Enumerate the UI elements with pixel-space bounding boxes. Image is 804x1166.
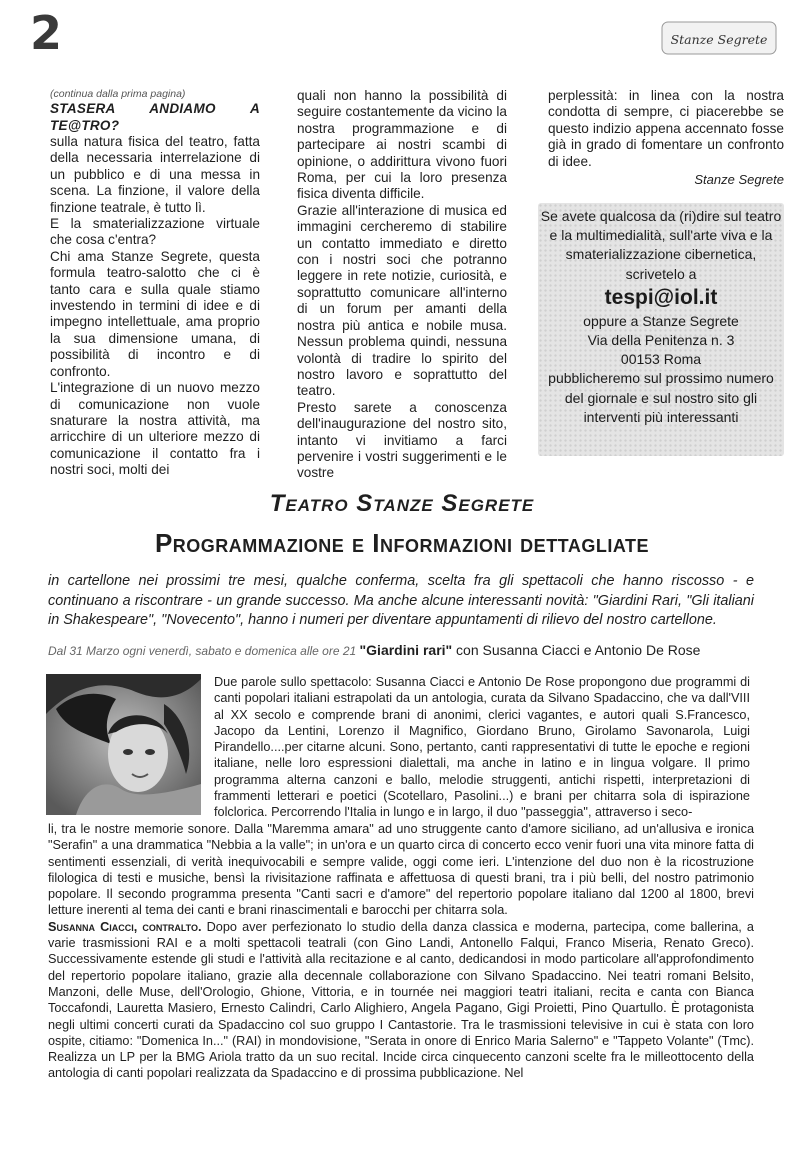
contact-alt: oppure a Stanze Segrete bbox=[583, 312, 739, 329]
column-3 bbox=[548, 88, 784, 188]
column-2 bbox=[297, 88, 507, 482]
page-number: 2 bbox=[30, 6, 62, 60]
contact-email-link[interactable]: tespi@iol.it bbox=[604, 285, 718, 309]
paragraph: perplessità: in linea con la nostra condotta di sempre, ci piacerebbe se questo indizio appena accennato fosse già in grado di fomentare un confronto di idee. bbox=[548, 88, 784, 169]
contact-city: 00153 Roma bbox=[620, 351, 702, 368]
body-lead: Due parole sullo spettacolo: bbox=[214, 675, 376, 689]
bio-name: Susanna Ciacci, contralto. bbox=[48, 919, 202, 934]
contact-street: Via della Penitenza n. 3 bbox=[587, 332, 735, 349]
logo-text: Stanze Segrete bbox=[670, 32, 768, 47]
paragraph: Grazie all'interazione di musica ed immagini cercheremo di stabilire un contatto immediato e diretto con i nostri soci che potranno leggere in rete notizie, curiosità, e soprattutto comunicare all'interno di un forum per amanti della nostra più antica e nobile musa. Nessun problema quindi, nessuna volontà di tradire lo spirito del nostro lavoro e soprattutto del teatro. bbox=[297, 202, 507, 399]
paragraph: Chi ama Stanze Segrete, questa formula teatro-salotto che ci è tanto cara e sulla quale stiamo investendo in termini di idee e di impegno intellettuale, ama proprio la sua dimensione umana, di possibilità di incontro e di confronto. bbox=[50, 248, 260, 379]
contact-intro: Se avete qualcosa da (ri)dire sul teatro e la multimedialità, sull'arte viva e la smaterializzazione cibernetica, scrivetelo a bbox=[540, 208, 782, 282]
body-text: Susanna Ciacci e Antonio De Rose propongono due programmi di canti popolari italiani estrapolati da un antologia, curata da Silvano Spadaccino, che va dall'VIII al XX secolo e comprende brani di anonimi, clerici vagantes, e autori quali S.Francesco, Jacopo da Lentini, Lorenzo il Magnifico, Giordano Bruno, Girolamo Savonarola, Luigi Pirandello....per citarne alcuni. Sono, pertanto, canti rappresentativi di tutte le epoche e regioni italiane, nelle loro espressioni dialettali, ma anche in latino e in lingua volgare. Il primo programma alterna canzoni e ballo, melodie struggenti, antichi rispetti, interpretazioni di frammenti letterari e poetici (Scotellaro, Pasolini...) e brani per chitarra sola di ispirazione folclorica. Percorrendo l'Italia in lungo e in largo, il duo "passeggia", attraverso i seco- bbox=[214, 675, 750, 820]
magazine-logo bbox=[660, 16, 778, 60]
article-intro: in cartellone nei prossimi tre mesi, qualche conferma, scelta fra gli spettacoli che hanno riscosso - e continuano a riscontrare - un grande successo. Ma anche alcune interessanti novità: "Giardini Rari, "Gli italiani in Shakespeare", "Novecento", hanno i numeri per diventare appuntamenti di rilievo del nostro cartellone. bbox=[48, 573, 754, 628]
section-heading: STASERA ANDIAMO A TE@TRO? bbox=[50, 101, 260, 133]
article-title: Teatro Stanze Segrete bbox=[269, 490, 535, 517]
show-dateline bbox=[48, 641, 754, 660]
biography bbox=[48, 919, 754, 1082]
paragraph: L'integrazione di un nuovo mezzo di comunicazione non vuole snaturare la nostra attività, ma arricchire di un ulteriore mezzo di comunicazione il contatto fra i nostri soci, molti dei bbox=[50, 380, 260, 478]
signature: Stanze Segrete bbox=[694, 172, 784, 188]
article-body-1 bbox=[214, 674, 750, 821]
paragraph: Presto sarete a conoscenza dell'inaugurazione del nostro sito, intanto vi invitiamo a farci pervenire i vostri suggerimenti e le vostre bbox=[297, 399, 507, 481]
portrait-image-icon bbox=[46, 674, 201, 815]
continued-note: (continua dalla prima pagina) bbox=[50, 88, 186, 100]
contact-note: pubblicheremo sul prossimo numero del giornale e sul nostro sito gli interventi più interessanti bbox=[548, 370, 774, 425]
bio-text: Dopo aver perfezionato lo studio della danza classica e moderna, partecipa, come ballerina, a varie trasmissioni RAI e a molti spettacoli teatrali (con Gino Landi, Antonello Falqui, Franco Miseria, Renato Greco). Successivamente estende gli studi e l'attività alla recitazione e al canto, dedicandosi in modo particolare all'approfondimento del repertorio popolare italiano, grazie alla decennale collaborazione con Silvano Spadaccino. Nei teatri romani Belsito, Manzoni, delle Muse, dell'Orologio, Ghione, Vittoria, e in tournée nei maggiori teatri italiani, recita e canta con Bianca Toccafondi, Lauretta Masiero, Ernesto Calindri, Carlo Alighiero, Angela Pagano, Gigi Proietti, Pino Quartullo. È protagonista negli ultimi concerti curati da Spadaccino col suo gruppo I Cantastorie. Tra le trasmissioni televisive in cui è stata con loro ospite, citiamo: "Domenica In..." (RAI) in mondovisione, "Serata in onore di Enrico Maria Salerno" e "Tappeto Volante" (Tmc). Realizza un LP per la BMG Ariola tratto da un suo recital. Incide circa cinquecento canzoni scelte fra le milleottocento della antologia di canti popolari realizzata da Spadaccino e di prossima pubblicazione. Nel bbox=[48, 919, 754, 1081]
stanze-segrete-logo-icon bbox=[660, 16, 778, 60]
column-1 bbox=[50, 88, 260, 479]
article-subtitle: Programmazione e Informazioni dettagliate bbox=[154, 528, 650, 558]
paragraph: E la smaterializzazione virtuale che cosa c'entra? bbox=[50, 216, 260, 248]
show-title: "Giardini rari" bbox=[359, 642, 453, 658]
contact-box-text bbox=[540, 207, 782, 427]
show-performers: con Susanna Ciacci e Antonio De Rose bbox=[452, 642, 701, 658]
paragraph: li, tra le nostre memorie sonore. Dalla "Maremma amara" ad uno struggente canto d'amore siciliano, ad un'allusiva e ironica "Serafin" a una drammatica "Nebbia a la valle"; in un'ora e un quarto circa di concerto ecco venir fuori una vita minore fatta di sentimenti essenziali, di verità inequivocabili e sempre valide, oggi come ieri. L'intenzione del duo non è la ricostruzione filologica di testi e musiche, bensì la rivisitazione raffinata e affettuosa di questi brani, tra i più belli, del nostro patrimonio popolare. Il secondo programma presenta "Canti sacri e d'amore" del repertorio popolare italiano dal 1200 al 1800, brevi letture inerenti al tema dei canti e brani rinascimentali e barocchi per chitarra sola. bbox=[48, 822, 754, 918]
article-body-2 bbox=[48, 821, 754, 1082]
performer-photo bbox=[46, 674, 201, 815]
show-dates: Dal 31 Marzo ogni venerdì, sabato e domenica alle ore 21 bbox=[48, 644, 360, 658]
paragraph: quali non hanno la possibilità di seguire costantemente da vicino la nostra programmazione e di partecipare ai nostri scambi di opinione, o addirittura vivono fuori Roma, per cui la loro presenza fisica diventa difficile. bbox=[297, 88, 507, 202]
paragraph: sulla natura fisica del teatro, fatta della necessaria interrelazione di un pubblico e di una messa in scena. La finzione, il valore della finzione teatrale, è tutto lì. bbox=[50, 134, 260, 215]
